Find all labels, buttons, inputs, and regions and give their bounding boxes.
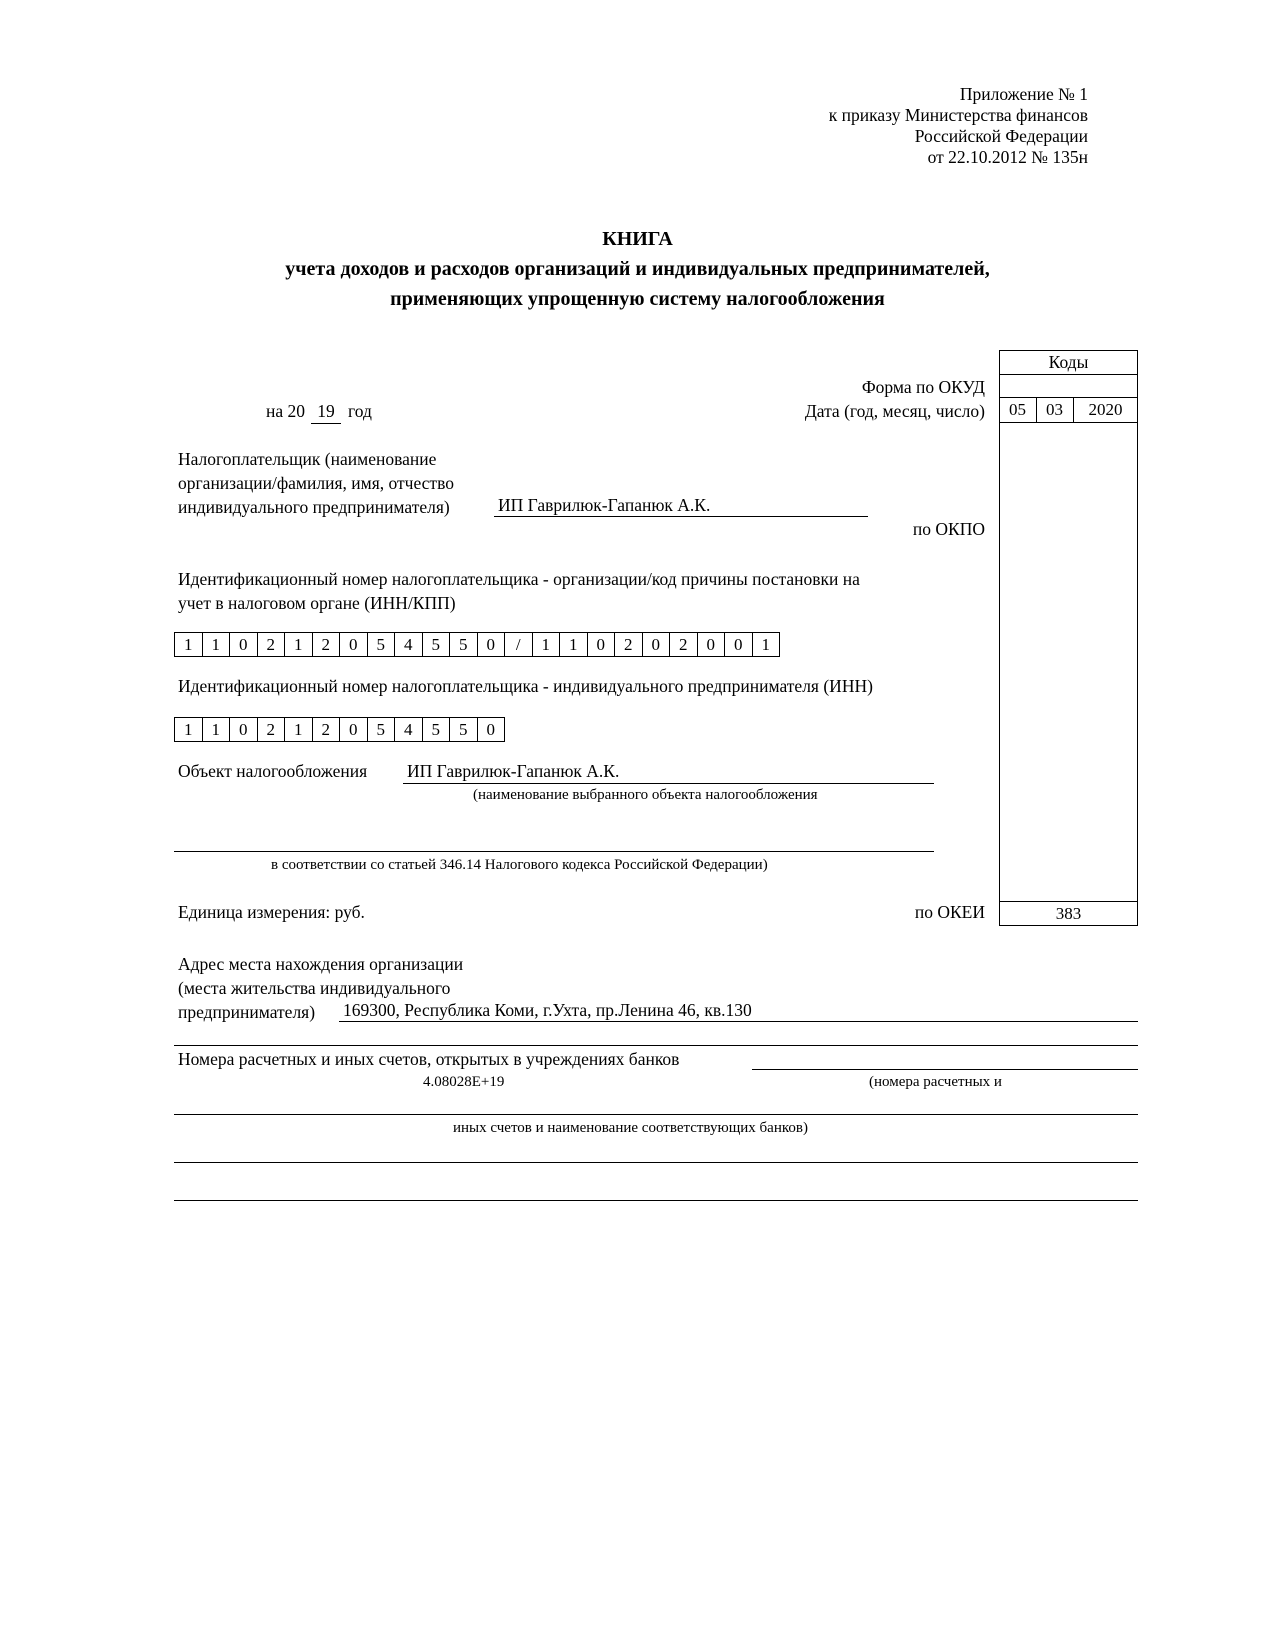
date-month-cell[interactable]: 03 <box>1046 399 1063 419</box>
inn-kpp-label-line-1: Идентификационный номер налогоплательщика - организации/код причины постановки на <box>178 569 860 589</box>
okei-label: по ОКЕИ <box>914 902 985 922</box>
address-label-line-1: Адрес места нахождения организации <box>178 954 464 974</box>
accounts-label: Номера расчетных и иных счетов, открытых в учреждениях банков <box>178 1049 680 1069</box>
codes-header: Коды <box>1048 352 1089 372</box>
appendix-line-1: Приложение № 1 <box>959 84 1088 104</box>
inn-kpp-cell[interactable]: 4 <box>395 633 423 656</box>
inn-kpp-cell[interactable]: 1 <box>175 633 203 656</box>
inn-kpp-separator: / <box>505 633 533 656</box>
address-second-underline <box>174 1045 1138 1046</box>
year-suffix: год <box>348 401 372 421</box>
appendix-line-4: от 22.10.2012 № 135н <box>927 147 1088 167</box>
inn-ip-cell[interactable]: 1 <box>175 718 203 741</box>
inn-ip-cell[interactable]: 2 <box>313 718 341 741</box>
inn-kpp-cell[interactable]: 5 <box>423 633 451 656</box>
codes-column <box>999 350 1138 926</box>
inn-kpp-cell[interactable]: 0 <box>230 633 258 656</box>
inn-ip-cell[interactable]: 0 <box>478 718 506 741</box>
inn-ip-cell[interactable]: 1 <box>203 718 231 741</box>
inn-kpp-cell[interactable]: 1 <box>203 633 231 656</box>
inn-ip-cell[interactable]: 5 <box>450 718 478 741</box>
taxpayer-underline <box>494 516 868 517</box>
codes-divider <box>999 422 1138 423</box>
inn-kpp-cell[interactable]: 0 <box>698 633 726 656</box>
year-value[interactable]: 19 <box>317 401 335 421</box>
okei-value-cell[interactable]: 383 <box>1055 903 1082 923</box>
object-caption-2: в соответствии со статьей 346.14 Налогового кодекса Российской Федерации) <box>271 857 768 873</box>
object-caption: (наименование выбранного объекта налогообложения <box>473 787 818 803</box>
accounts-caption-2: иных счетов и наименование соответствующих банков) <box>453 1120 808 1136</box>
codes-divider <box>999 374 1138 375</box>
inn-kpp-cell[interactable]: 5 <box>368 633 396 656</box>
inn-kpp-cell[interactable]: 1 <box>533 633 561 656</box>
inn-ip-cell[interactable]: 1 <box>285 718 313 741</box>
accounts-line <box>174 1162 1138 1163</box>
accounts-line <box>174 1114 1138 1115</box>
address-underline <box>339 1021 1138 1022</box>
inn-kpp-cell[interactable]: 0 <box>643 633 671 656</box>
inn-kpp-cell[interactable]: 0 <box>725 633 753 656</box>
taxpayer-name-field[interactable]: ИП Гаврилюк-Гапанюк А.К. <box>498 495 711 515</box>
date-day-cell[interactable]: 05 <box>1009 399 1026 419</box>
inn-kpp-cell[interactable]: 1 <box>753 633 781 656</box>
inn-kpp-cell[interactable]: 1 <box>560 633 588 656</box>
title-line-2: учета доходов и расходов организаций и индивидуальных предпринимателей, <box>285 258 990 280</box>
title-line-1: КНИГА <box>602 228 673 250</box>
object-underline <box>403 783 934 784</box>
object-value-field[interactable]: ИП Гаврилюк-Гапанюк А.К. <box>407 761 620 781</box>
inn-ip-cell[interactable]: 5 <box>423 718 451 741</box>
document-title <box>0 224 1275 314</box>
inn-kpp-label-line-2: учет в налоговом органе (ИНН/КПП) <box>178 593 456 613</box>
inn-kpp-label <box>178 567 860 615</box>
year-prefix: на 20 <box>266 401 306 421</box>
inn-kpp-cell[interactable]: 2 <box>615 633 643 656</box>
accounts-underline <box>752 1069 1138 1070</box>
inn-kpp-cell[interactable]: 0 <box>478 633 506 656</box>
inn-ip-cell[interactable]: 0 <box>340 718 368 741</box>
inn-ip-cell[interactable]: 4 <box>395 718 423 741</box>
inn-kpp-cell[interactable]: 5 <box>450 633 478 656</box>
inn-kpp-cells[interactable] <box>174 632 780 657</box>
inn-ip-cell[interactable]: 2 <box>258 718 286 741</box>
okpo-label: по ОКПО <box>912 519 985 539</box>
taxpayer-label-line-3: индивидуального предпринимателя) <box>178 497 450 517</box>
taxpayer-label-line-1: Налогоплательщик (наименование <box>178 449 437 469</box>
accounts-caption-1: (номера расчетных и <box>869 1074 1002 1090</box>
date-year-cell[interactable]: 2020 <box>1088 399 1123 419</box>
date-label: Дата (год, месяц, число) <box>804 401 985 421</box>
unit-label: Единица измерения: руб. <box>178 902 365 922</box>
taxpayer-label <box>178 447 454 519</box>
title-line-3: применяющих упрощенную систему налогообложения <box>390 288 885 310</box>
appendix-line-2: к приказу Министерства финансов <box>828 105 1088 125</box>
inn-kpp-cell[interactable]: 2 <box>258 633 286 656</box>
inn-kpp-cell[interactable]: 0 <box>588 633 616 656</box>
inn-kpp-cell[interactable]: 1 <box>285 633 313 656</box>
object-label: Объект налогообложения <box>178 761 368 781</box>
inn-ip-cells[interactable] <box>174 717 505 742</box>
appendix-block <box>829 84 1088 168</box>
taxpayer-label-line-2: организации/фамилия, имя, отчество <box>178 473 454 493</box>
appendix-line-3: Российской Федерации <box>914 126 1088 146</box>
inn-kpp-cell[interactable]: 2 <box>670 633 698 656</box>
object-second-underline <box>174 851 934 852</box>
address-value-field[interactable]: 169300, Республика Коми, г.Ухта, пр.Ленина 46, кв.130 <box>343 1000 752 1020</box>
inn-kpp-cell[interactable]: 0 <box>340 633 368 656</box>
year-underline <box>311 423 341 424</box>
accounts-line <box>174 1200 1138 1201</box>
accounts-value-field[interactable]: 4.08028E+19 <box>423 1074 505 1090</box>
inn-ip-cell[interactable]: 0 <box>230 718 258 741</box>
inn-ip-label: Идентификационный номер налогоплательщика - индивидуального предпринимателя (ИНН) <box>178 676 873 696</box>
address-label-line-2: (места жительства индивидуального <box>178 978 451 998</box>
okud-label: Форма по ОКУД <box>861 377 985 397</box>
inn-kpp-cell[interactable]: 2 <box>313 633 341 656</box>
address-label-line-3: предпринимателя) <box>178 1002 316 1022</box>
inn-ip-cell[interactable]: 5 <box>368 718 396 741</box>
